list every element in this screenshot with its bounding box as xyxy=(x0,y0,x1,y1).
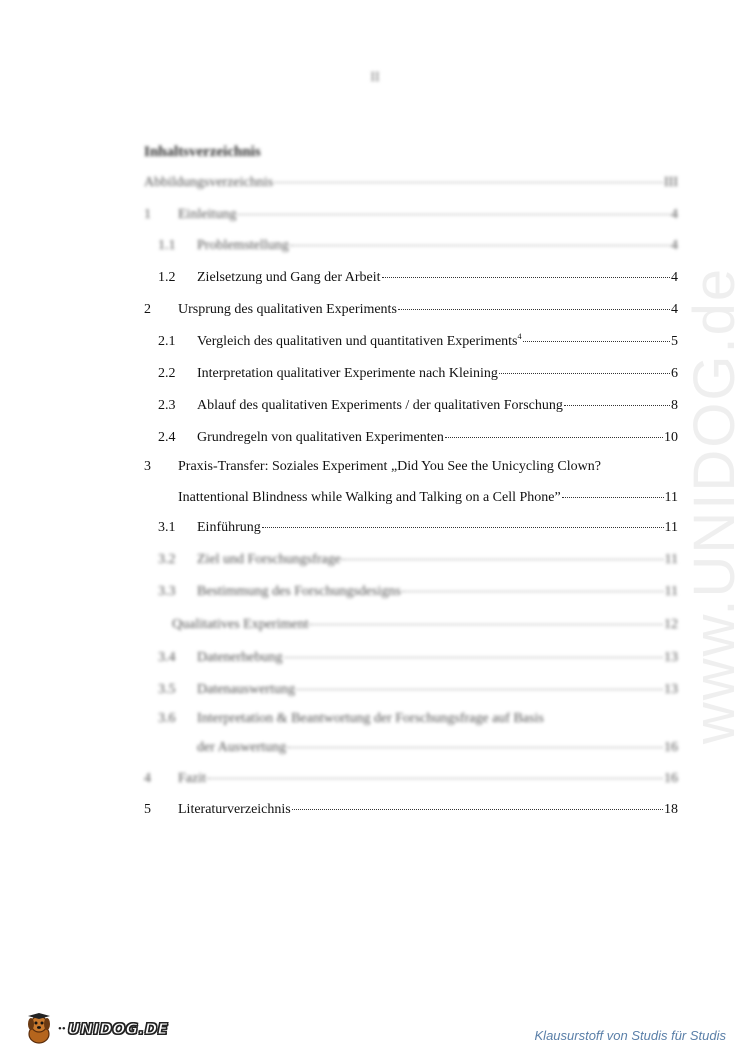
toc-entry-number: 1.1 xyxy=(158,238,176,253)
toc-entry-title: Interpretation qualitativer Experimente nach Kleining xyxy=(197,366,498,381)
toc-entry-3-6[interactable] xyxy=(158,710,678,728)
toc-entry-number: 3.5 xyxy=(158,682,176,697)
toc-leader xyxy=(499,359,670,374)
toc-entry-1-2[interactable] xyxy=(158,266,678,287)
toc-entry-title: Fazit xyxy=(178,771,206,786)
toc-entry-5[interactable] xyxy=(144,798,678,819)
toc-entry-title-line2: der Auswertung xyxy=(197,740,287,755)
toc-leader xyxy=(290,231,670,246)
toc-entry-page: 18 xyxy=(664,802,678,817)
toc-entry-page: 11 xyxy=(664,584,678,599)
toc-entry-number: 1 xyxy=(144,207,151,222)
toc-entry-number: 3.1 xyxy=(158,520,176,535)
toc-entry-number: 3 xyxy=(144,459,151,474)
toc-entry-page: 11 xyxy=(664,520,678,535)
toc-entry-3-4[interactable] xyxy=(158,646,678,667)
toc-entry-page: 8 xyxy=(671,398,678,413)
toc-entry-number: 2.3 xyxy=(158,398,176,413)
toc-entry-number: 2.2 xyxy=(158,366,176,381)
toc-leader xyxy=(402,577,664,592)
dog-mascot-icon xyxy=(22,1012,56,1046)
toc-entry-page: 10 xyxy=(664,430,678,445)
toc-entry-page: 12 xyxy=(664,617,678,632)
toc-entry-3-2[interactable] xyxy=(158,548,678,569)
toc-entry-page: 4 xyxy=(671,270,678,285)
toc-entry-title xyxy=(197,333,522,351)
toc-entry-title: Qualitatives Experiment xyxy=(172,617,309,632)
toc-entry-title: Ursprung des qualitativen Experiments xyxy=(178,302,397,317)
toc-entry-number: 2.1 xyxy=(158,334,176,349)
toc-entry-3-5[interactable] xyxy=(158,678,678,699)
toc-leader xyxy=(382,263,670,278)
toc-leader xyxy=(237,200,670,215)
toc-entry-title: Abbildungsverzeichnis xyxy=(144,175,274,190)
toc-entry-number: 3.3 xyxy=(158,584,176,599)
toc-entry-page: 4 xyxy=(671,207,678,222)
toc-leader xyxy=(564,391,670,406)
toc-entry-number: 2 xyxy=(144,302,151,317)
toc-entry-2[interactable] xyxy=(144,298,678,319)
watermark-text: www.UNIDOG.de xyxy=(682,266,748,744)
toc-leader xyxy=(284,643,663,658)
toc-leader xyxy=(309,610,663,625)
toc-entry-title-text: Vergleich des qualitativen und quantitativen Experiments xyxy=(197,334,518,349)
toc-entry-page: 13 xyxy=(664,650,678,665)
logo-text: UNIDOG.DE xyxy=(67,1020,169,1038)
toc-entry-1[interactable] xyxy=(144,203,678,224)
toc-entry-page: 11 xyxy=(664,490,678,505)
toc-entry-page: 5 xyxy=(671,334,678,349)
toc-entry-title-line2: Inattentional Blindness while Walking and Talking on a Cell Phone” xyxy=(178,490,561,505)
toc-leader xyxy=(287,733,663,748)
toc-leader xyxy=(523,327,671,342)
toc-entry-3-3[interactable] xyxy=(158,580,678,601)
toc-entry-number: 4 xyxy=(144,771,151,786)
toc-entry-title: Problemstellung xyxy=(197,238,289,253)
toc-entry-number: 3.2 xyxy=(158,552,176,567)
toc-entry-page: 4 xyxy=(671,302,678,317)
toc-entry-qualitatives-experiment[interactable] xyxy=(172,613,678,634)
toc-entry-page: 16 xyxy=(664,771,678,786)
toc-entry-3-1[interactable] xyxy=(158,516,678,537)
toc-entry-title: Praxis-Transfer: Soziales Experiment „Did You See the Unicycling Clown? xyxy=(178,459,601,474)
toc-entry-title: Interpretation & Beantwortung der Forschungsfrage auf Basis xyxy=(197,711,544,726)
toc-entry-page: 11 xyxy=(664,552,678,567)
toc-entry-figures[interactable] xyxy=(144,171,678,192)
toc-entry-title: Ziel und Forschungsfrage xyxy=(197,552,341,567)
toc-leader xyxy=(445,423,663,438)
toc-entry-title: Zielsetzung und Gang der Arbeit xyxy=(197,270,381,285)
toc-entry-3-6-continued[interactable] xyxy=(197,736,678,757)
toc-leader xyxy=(274,168,663,183)
paw-icon: •• xyxy=(58,1023,66,1035)
toc-entry-number: 3.6 xyxy=(158,711,176,726)
toc-entry-page: 13 xyxy=(664,682,678,697)
toc-heading: Inhaltsverzeichnis xyxy=(144,144,261,160)
toc-leader xyxy=(342,545,664,560)
toc-entry-number: 1.2 xyxy=(158,270,176,285)
toc-entry-number: 3.4 xyxy=(158,650,176,665)
toc-entry-3-continued[interactable] xyxy=(178,486,678,507)
footnote-marker[interactable]: 4 xyxy=(517,332,522,341)
toc-entry-title: Bestimmung des Forschungsdesigns xyxy=(197,584,401,599)
toc-entry-2-4[interactable] xyxy=(158,426,678,447)
toc-entry-title: Grundregeln von qualitativen Experimenten xyxy=(197,430,444,445)
toc-entry-page: 6 xyxy=(671,366,678,381)
toc-entry-title: Literaturverzeichnis xyxy=(178,802,291,817)
toc-entry-title: Datenerhebung xyxy=(197,650,283,665)
toc-entry-number: 2.4 xyxy=(158,430,176,445)
toc-leader xyxy=(398,295,670,310)
toc-entry-2-2[interactable] xyxy=(158,362,678,383)
toc-entry-2-1[interactable] xyxy=(158,330,678,351)
toc-entry-title: Einleitung xyxy=(178,207,237,222)
toc-entry-1-1[interactable] xyxy=(158,234,678,255)
toc-entry-title: Einführung xyxy=(197,520,261,535)
unidog-logo[interactable] xyxy=(22,1012,168,1046)
toc-entry-page: 16 xyxy=(664,740,678,755)
toc-entry-4[interactable] xyxy=(144,767,678,788)
toc-entry-3[interactable] xyxy=(144,458,678,476)
toc-entry-page: III xyxy=(664,175,678,190)
toc-entry-2-3[interactable] xyxy=(158,394,678,415)
toc-entry-title: Ablauf des qualitativen Experiments / der qualitativen Forschung xyxy=(197,398,563,413)
toc-leader xyxy=(207,764,663,779)
page-number: II xyxy=(370,70,380,85)
toc-entry-title: Datenauswertung xyxy=(197,682,295,697)
toc-entry-page: 4 xyxy=(671,238,678,253)
footer-slogan: Klausurstoff von Studis für Studis xyxy=(534,1028,726,1043)
toc-entry-number: 5 xyxy=(144,802,151,817)
toc-leader xyxy=(296,675,663,690)
toc-leader xyxy=(262,513,664,528)
toc-leader xyxy=(562,483,664,498)
toc-leader xyxy=(292,795,663,810)
